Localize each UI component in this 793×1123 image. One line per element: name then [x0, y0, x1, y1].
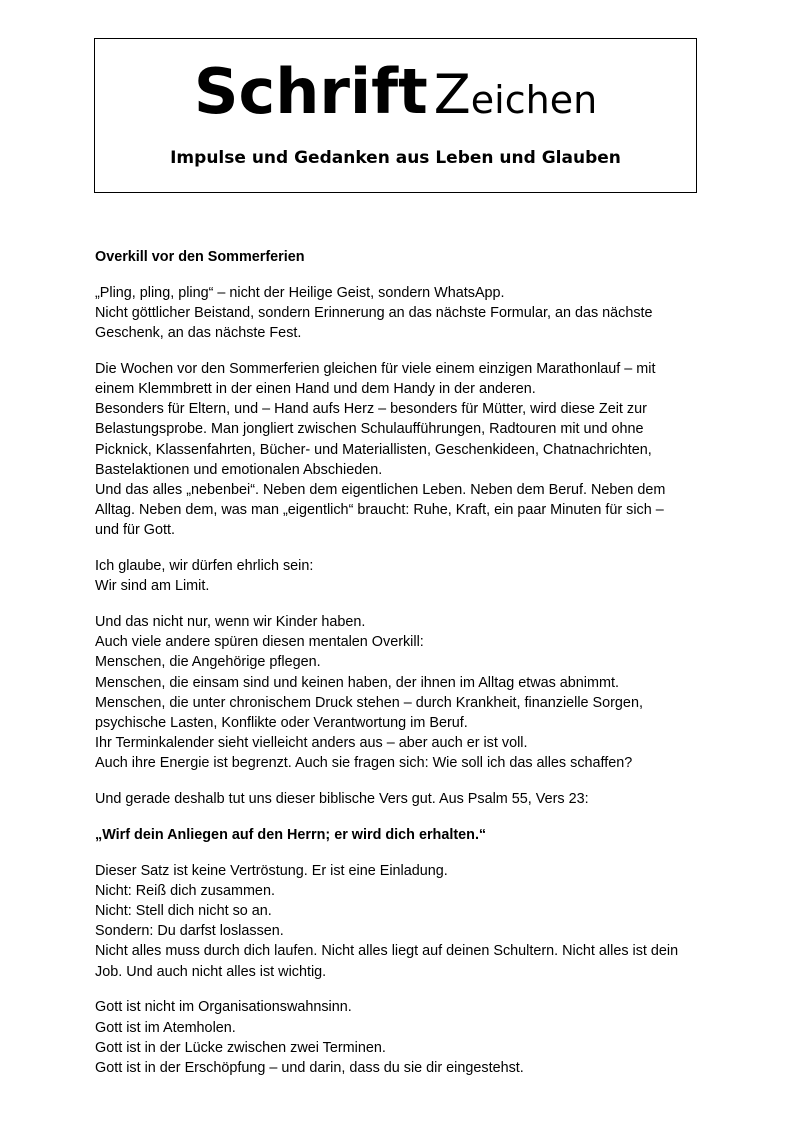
text-line: Die Wochen vor den Sommerferien gleichen für viele einem einzigen Marathonlauf – mit — [95, 360, 656, 377]
text-line: einem Klemmbrett in der einen Hand und dem Handy in der anderen. — [95, 381, 536, 398]
paragraph — [95, 789, 695, 809]
brand-word-2-initial: Z — [433, 63, 471, 126]
paragraph — [95, 612, 695, 774]
brand-logo — [95, 55, 696, 128]
text-line: Nicht alles muss durch dich laufen. Nicht alles liegt auf deinen Schultern. Nicht alles ist dein — [95, 943, 679, 960]
text-line: Gott ist in der Lücke zwischen zwei Terminen. — [95, 1039, 386, 1056]
text-line: Geschenk, an das nächste Fest. — [95, 325, 302, 342]
text-line: Nicht: Reiß dich zusammen. — [95, 882, 275, 899]
text-line: „Pling, pling, pling“ – nicht der Heilige Geist, sondern WhatsApp. — [95, 284, 505, 301]
text-line: Menschen, die einsam sind und keinen haben, der ihnen im Alltag etwas abnimmt. — [95, 674, 619, 691]
text-line: und für Gott. — [95, 522, 175, 539]
brand-word-1: Schrift — [193, 55, 428, 128]
text-line: Und das nicht nur, wenn wir Kinder haben. — [95, 614, 366, 631]
text-line: Und gerade deshalb tut uns dieser biblische Vers gut. Aus Psalm 55, Vers 23: — [95, 791, 589, 808]
text-line: Dieser Satz ist keine Vertröstung. Er ist eine Einladung. — [95, 862, 448, 879]
text-line: Nicht: Stell dich nicht so an. — [95, 902, 272, 919]
bible-quote: „Wirf dein Anliegen auf den Herrn; er wird dich erhalten.“ — [95, 826, 487, 843]
text-line: Job. Und auch nicht alles ist wichtig. — [95, 963, 327, 980]
text-line: Belastungsprobe. Man jongliert zwischen Schulaufführungen, Radtouren mit und ohne — [95, 421, 644, 438]
paragraph — [95, 861, 695, 982]
article-title: Overkill vor den Sommerferien — [95, 249, 305, 265]
text-line: Menschen, die unter chronischem Druck stehen – durch Krankheit, finanzielle Sorgen, — [95, 694, 643, 711]
text-line: Picknick, Klassenfahrten, Bücher- und Materiallisten, Geschenkideen, Chatnachrichten, — [95, 441, 652, 458]
text-line: psychische Lasten, Konflikte oder Verantwortung im Beruf. — [95, 715, 468, 732]
text-line: Auch ihre Energie ist begrenzt. Auch sie fragen sich: Wie soll ich das alles schaffen? — [95, 755, 633, 772]
paragraph — [95, 283, 695, 344]
text-line: Gott ist in der Erschöpfung – und darin, dass du sie dir eingestehst. — [95, 1059, 524, 1076]
paragraph — [95, 997, 695, 1078]
text-line: Besonders für Eltern, und – Hand aufs Herz – besonders für Mütter, wird diese Zeit zur — [95, 401, 647, 418]
text-line: Sondern: Du darfst loslassen. — [95, 923, 284, 940]
text-line: Wir sind am Limit. — [95, 578, 210, 595]
text-line: Ich glaube, wir dürfen ehrlich sein: — [95, 558, 314, 575]
text-line: Nicht göttlicher Beistand, sondern Erinnerung an das nächste Formular, an das nächste — [95, 304, 653, 321]
article — [95, 247, 695, 1094]
paragraph — [95, 556, 695, 596]
text-line: Gott ist im Atemholen. — [95, 1019, 236, 1036]
brand-word-2 — [434, 63, 597, 126]
brand-word-2-rest: eichen — [470, 78, 598, 122]
tagline: Impulse und Gedanken aus Leben und Glauben — [170, 148, 621, 168]
text-line: Alltag. Neben dem, was man „eigentlich“ braucht: Ruhe, Kraft, ein paar Minuten für sich – — [95, 502, 664, 519]
text-line: Gott ist nicht im Organisationswahnsinn. — [95, 999, 352, 1016]
header-box — [94, 38, 697, 193]
paragraph — [95, 359, 695, 541]
text-line: Und das alles „nebenbei“. Neben dem eigentlichen Leben. Neben dem Beruf. Neben dem — [95, 482, 666, 499]
text-line: Bastelaktionen und emotionalen Abschieden. — [95, 461, 383, 478]
text-line: Auch viele andere spüren diesen mentalen Overkill: — [95, 634, 424, 651]
text-line: Ihr Terminkalender sieht vielleicht anders aus – aber auch er ist voll. — [95, 735, 528, 752]
text-line: Menschen, die Angehörige pflegen. — [95, 654, 321, 671]
